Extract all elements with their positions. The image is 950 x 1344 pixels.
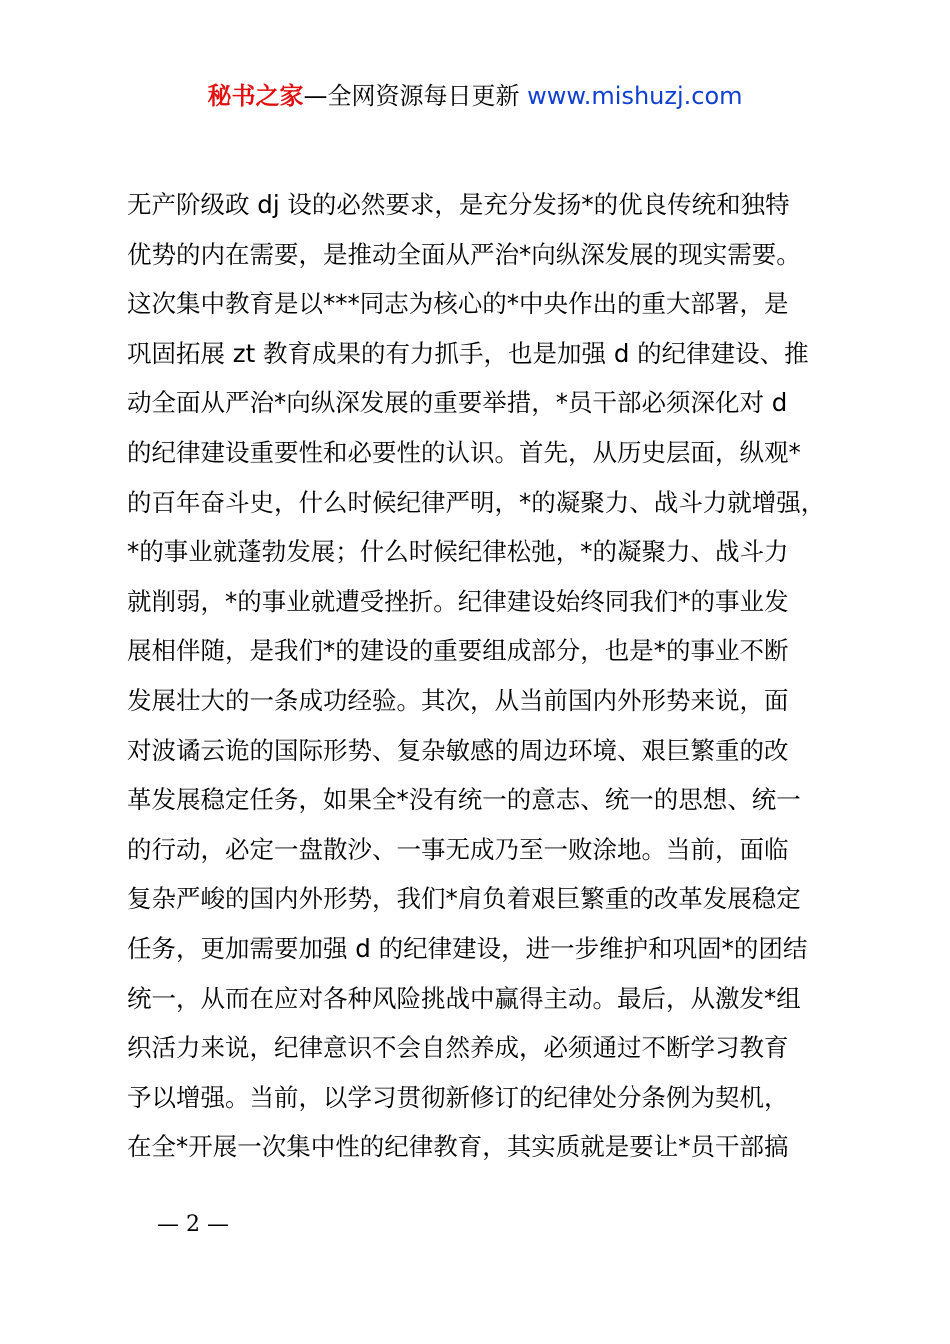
text-line: 这次集中教育是以***同志为核心的*中央作出的重大部署，是 <box>127 289 789 319</box>
header-tagline: —全网资源每日更新 <box>303 82 520 110</box>
text-line: 对波谲云诡的国际形势、复杂敏感的周边环境、艰巨繁重的改 <box>127 735 789 765</box>
text-line: *的事业就蓬勃发展；什么时候纪律松弛，*的凝聚力、战斗力 <box>127 537 789 567</box>
text-line: 无产阶级政 dj 设的必然要求，是充分发扬*的优良传统和独特 <box>127 190 790 219</box>
page-number: — 2 — <box>157 1212 229 1237</box>
text-line: 巩固拓展 zt 教育成果的有力抓手，也是加强 d 的纪律建设、推 <box>127 338 809 368</box>
text-line: 就削弱，*的事业就遭受挫折。纪律建设始终同我们*的事业发 <box>127 586 789 616</box>
text-line: 展相伴随，是我们*的建设的重要组成部分，也是*的事业不断 <box>127 636 789 666</box>
text-line: 的行动，必定一盘散沙、一事无成乃至一败涂地。当前，面临 <box>127 834 789 864</box>
text-line: 优势的内在需要，是推动全面从严治*向纵深发展的现实需要。 <box>127 239 801 269</box>
site-header <box>0 80 950 112</box>
text-line: 的纪律建设重要性和必要性的认识。首先，从历史层面，纵观* <box>127 437 801 467</box>
text-line: 发展壮大的一条成功经验。其次，从当前国内外形势来说，面 <box>127 685 789 715</box>
text-line: 复杂严峻的国内外形势，我们*肩负着艰巨繁重的改革发展稳定 <box>127 884 801 914</box>
text-line: 革发展稳定任务，如果全*没有统一的意志、统一的思想、统一 <box>127 785 801 815</box>
text-line: 织活力来说，纪律意识不会自然养成，必须通过不断学习教育 <box>127 1033 789 1063</box>
brand-name: 秘书之家 <box>207 82 304 110</box>
text-line: 任务，更加需要加强 d 的纪律建设，进一步维护和巩固*的团结 <box>127 933 808 963</box>
text-line: 在全*开展一次集中性的纪律教育，其实质就是要让*员干部搞 <box>127 1132 789 1162</box>
text-line: 予以增强。当前，以学习贯彻新修订的纪律处分条例为契机， <box>127 1082 789 1112</box>
text-line: 的百年奋斗史，什么时候纪律严明，*的凝聚力、战斗力就增强， <box>127 487 826 517</box>
site-url[interactable]: www.mishuzj.com <box>527 82 743 110</box>
text-line: 统一，从而在应对各种风险挑战中赢得主动。最后，从激发*组 <box>127 983 801 1013</box>
document-body <box>127 180 867 1172</box>
text-line: 动全面从严治*向纵深发展的重要举措，*员干部必须深化对 d <box>127 388 788 418</box>
